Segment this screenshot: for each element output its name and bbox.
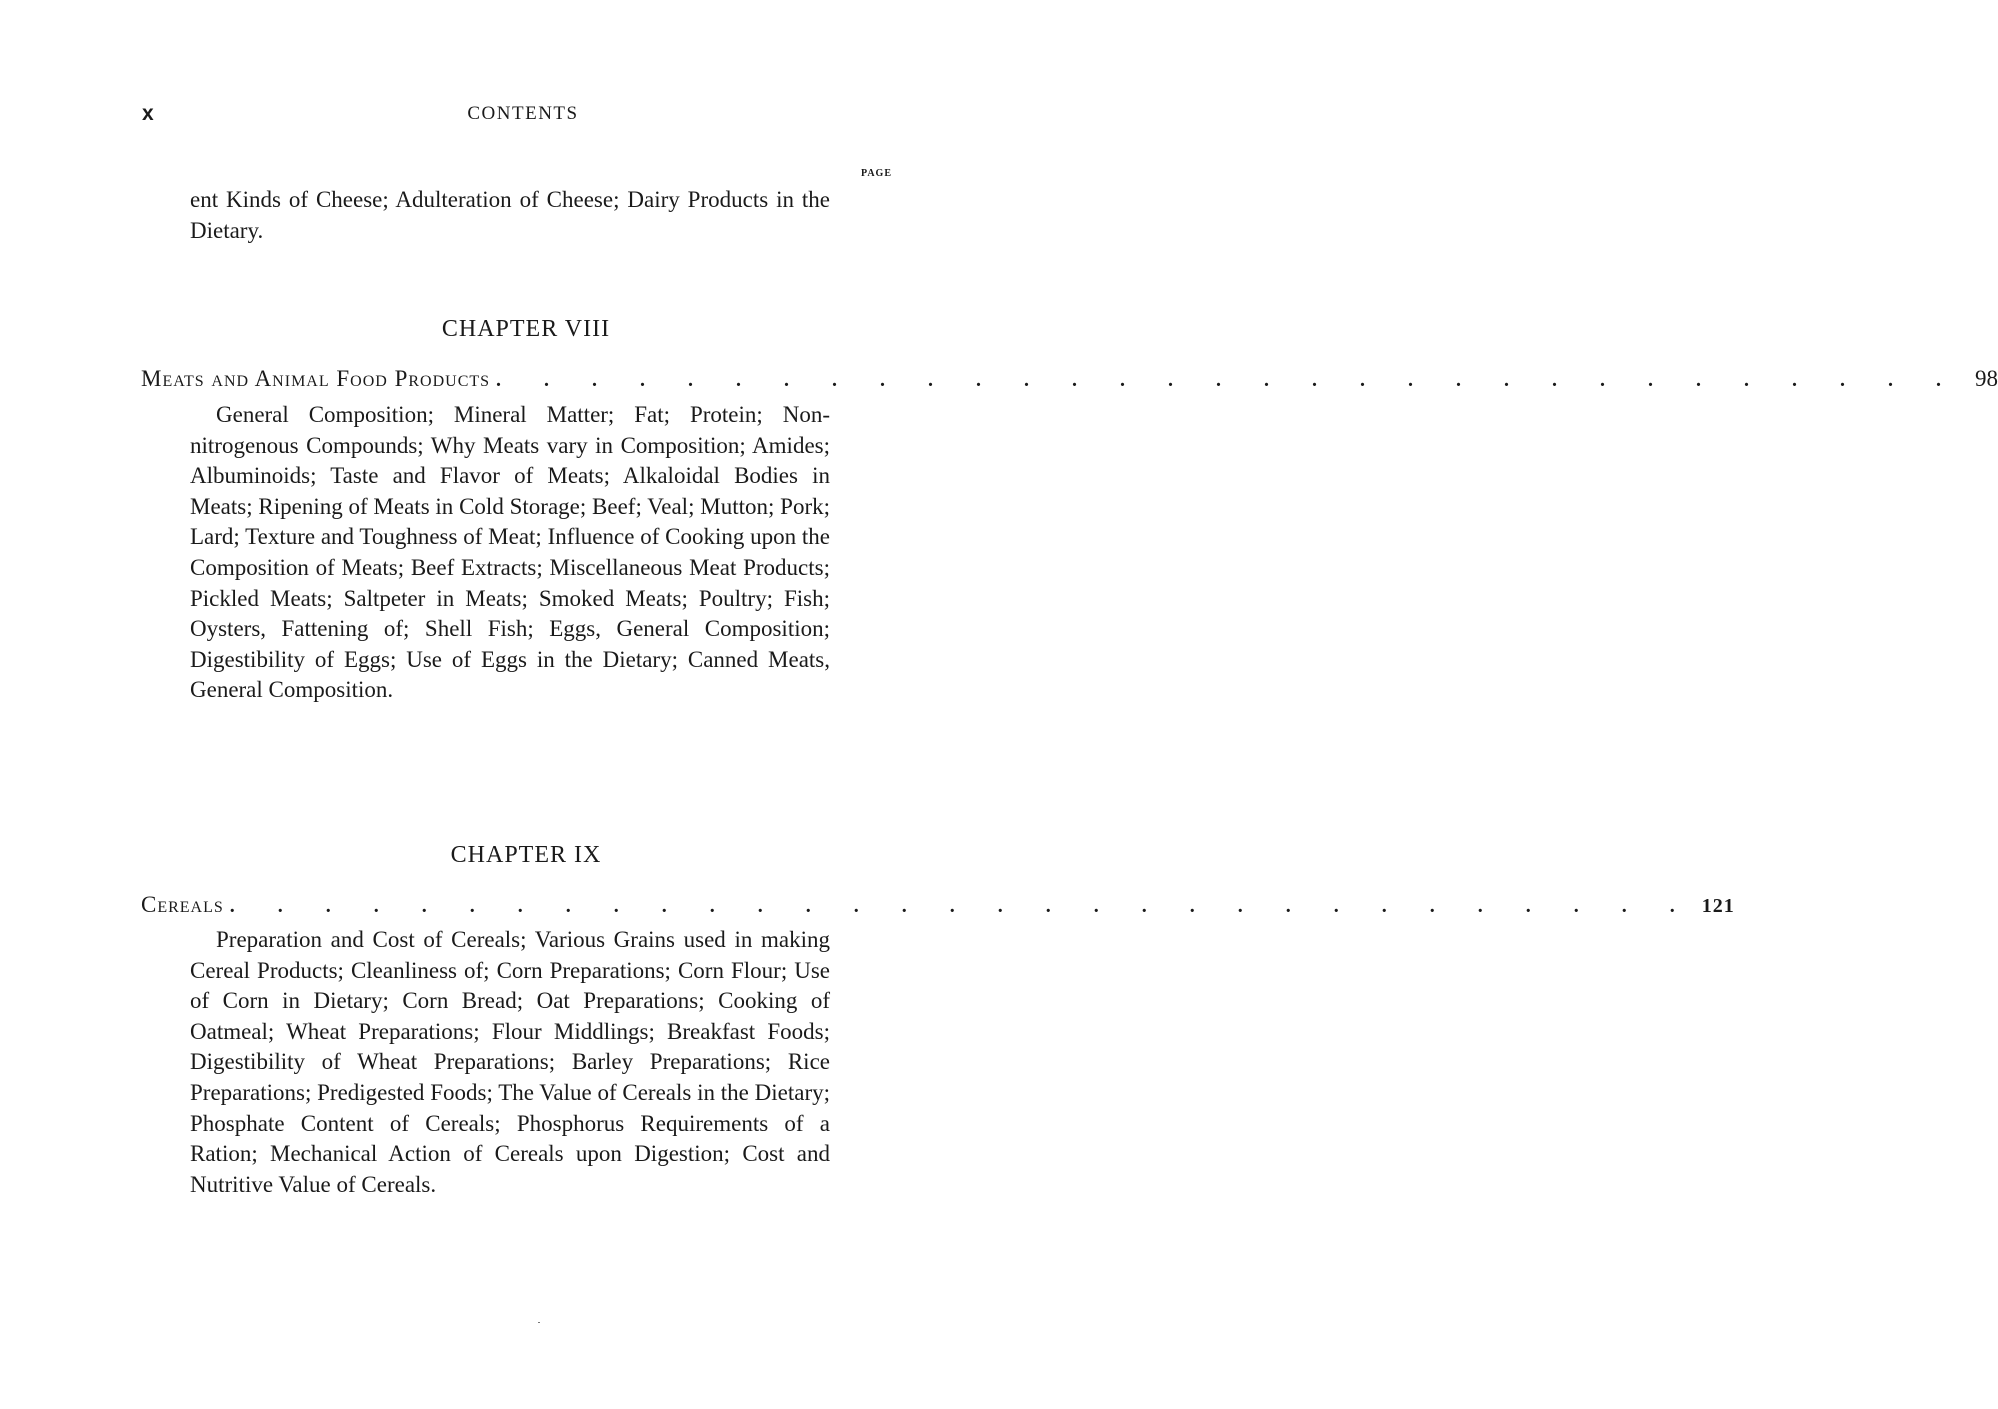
toc-entry-title: Meats and Animal Food Products bbox=[141, 366, 491, 391]
chapter-summary-8: General Composition; Mineral Matter; Fat; Protein; Non-nitrogenous Compounds; Why Meats vary in Composition; Amides; Albuminoids; Taste and Flavor of Meats; Alkaloidal Bodies in Meats; Ripening of Meats in Cold Storage; Beef; Veal; Mutton; Pork; Lard; Texture and Toughness of Meat; Influence of Cooking upon the Composition of Meats; Beef Extracts; Miscellaneous Meat Products; Pickled Meats; Saltpeter in Meats; Smoked Meats; Poultry; Fish; Oysters, Fattening of; Shell Fish; Eggs, General Composition; Digestibility of Eggs; Use of Eggs in the Dietary; Canned Meats, General Composition. bbox=[190, 402, 830, 703]
chapter-summary-9: Preparation and Cost of Cereals; Various Grains used in making Cereal Products; Cleanliness of; Corn Preparations; Corn Flour; Use of Corn in Dietary; Corn Bread; Oat Preparations; Cooking of Oatmeal; Wheat Preparations; Flour Middlings; Breakfast Foods; Digestibility of Wheat Preparations; Barley Preparations; Rice Preparations; Predigested Foods; The Value of Cereals in the Dietary; Phosphate Content of Cereals; Phosphorus Requirements of a Ration; Mechanical Action of Cereals upon Digestion; Cost and Nutritive Value of Cereals. bbox=[190, 927, 830, 1197]
toc-entry-page: 98 bbox=[1975, 366, 1998, 391]
continuation-paragraph: ent Kinds of Cheese; Adulteration of Cheese; Dairy Products in the Dietary. bbox=[190, 187, 830, 243]
page-numeral: x bbox=[142, 102, 155, 125]
running-title: CONTENTS bbox=[467, 103, 579, 124]
dot-leader: . . . . . . . . . . . . . . . . . . . . . . . . . . . . . . . bbox=[496, 369, 1961, 391]
chapter-heading-8: CHAPTER VIII bbox=[441, 316, 611, 342]
toc-entry-page: 121 bbox=[1701, 895, 1735, 917]
toc-entry-title: Cereals bbox=[141, 892, 224, 917]
stray-mark bbox=[538, 1322, 540, 1323]
toc-entry-cereals bbox=[141, 892, 1735, 924]
dot-leader: . . . . . . . . . . . . . . . . . . . . . . . . . . . . . . . bbox=[229, 895, 1694, 917]
toc-entry-meats bbox=[141, 366, 1998, 398]
page-column-label: PAGE bbox=[860, 168, 892, 179]
chapter-heading-9: CHAPTER IX bbox=[450, 842, 602, 868]
running-head bbox=[140, 100, 892, 130]
